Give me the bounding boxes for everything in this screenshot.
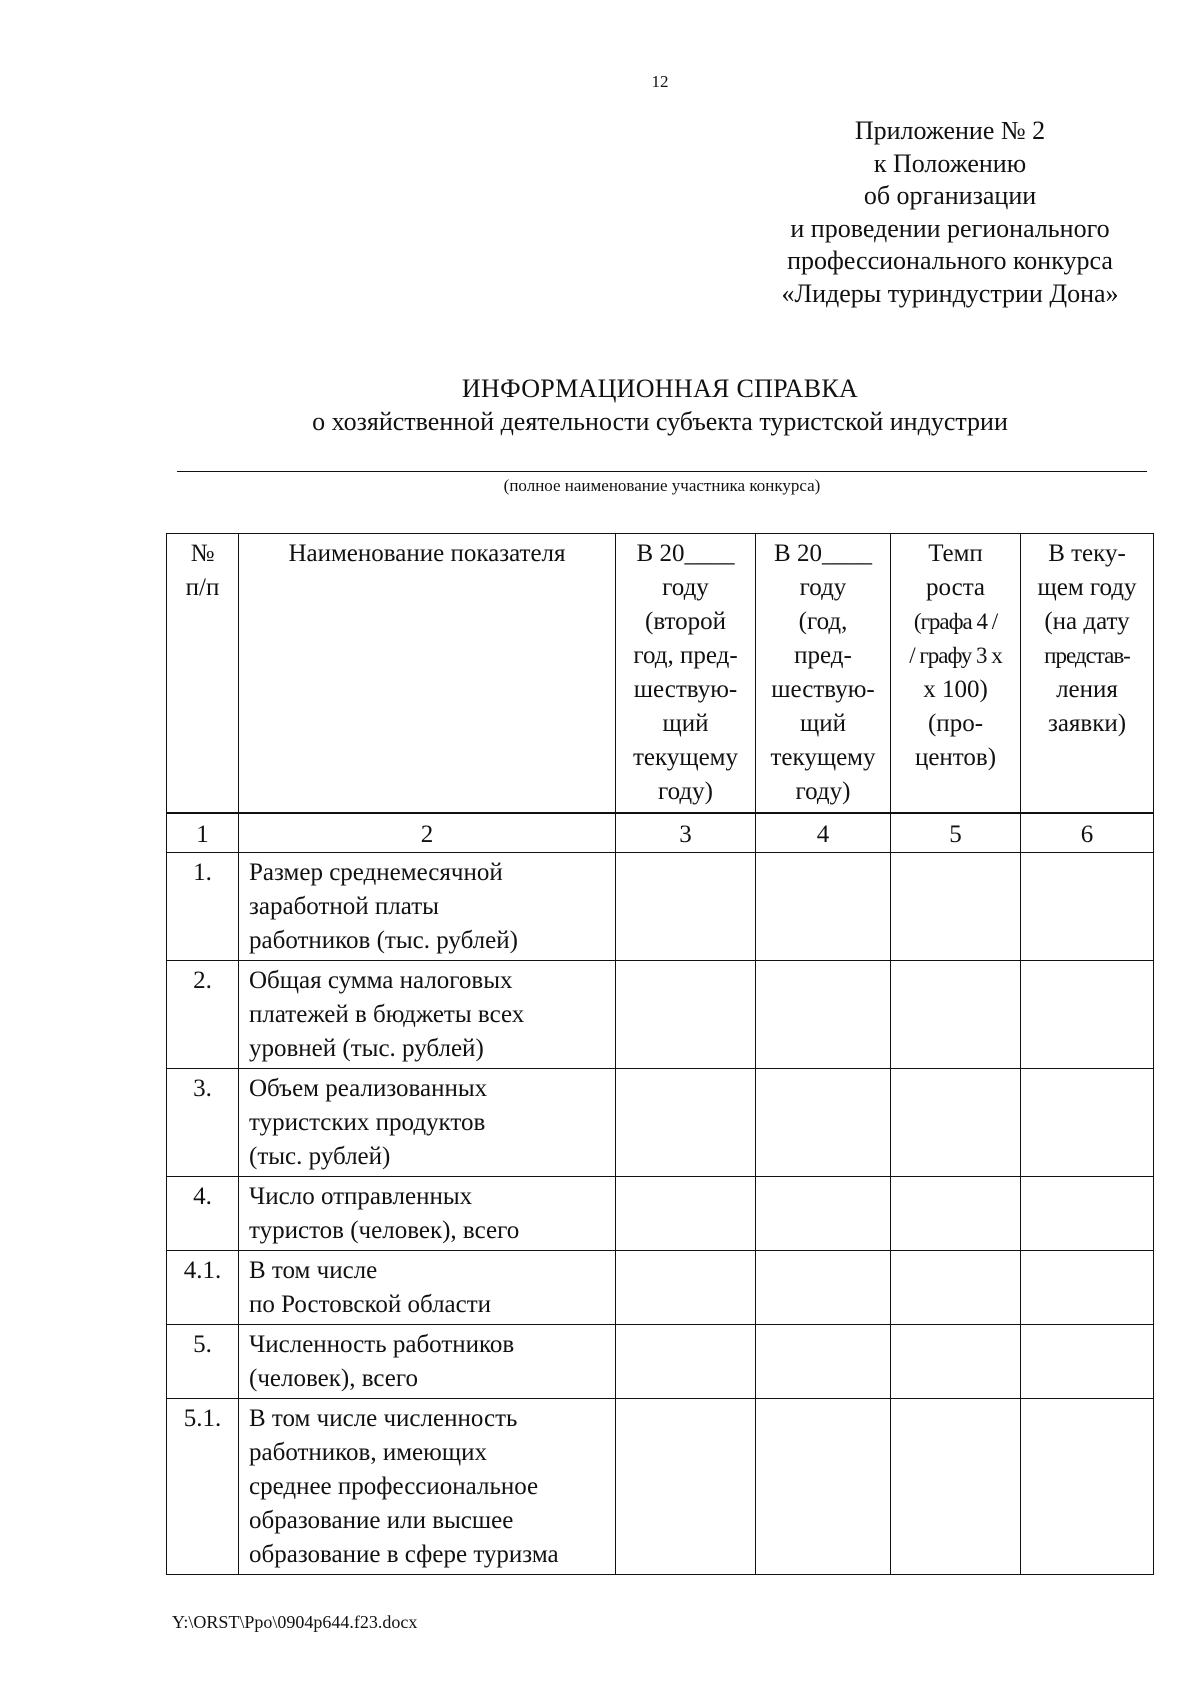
value-cell[interactable]: [891, 1177, 1021, 1251]
row-label: Размер среднемесячной заработной платы работников (тыс. рублей): [239, 853, 616, 961]
table-row: [167, 853, 1154, 961]
value-cell[interactable]: [616, 1069, 756, 1177]
value-cell[interactable]: [616, 961, 756, 1069]
header-current-year: В теку- щем году (на дату представ- ления заявки): [1021, 534, 1154, 814]
value-cell[interactable]: [1021, 1251, 1154, 1325]
row-label: В том числе численность работников, имеющих среднее профессиональное образование или высшее образование в сфере туризма: [239, 1399, 616, 1575]
column-number: 6: [1021, 813, 1154, 853]
value-cell[interactable]: [1021, 853, 1154, 961]
value-cell[interactable]: [1021, 961, 1154, 1069]
value-cell[interactable]: [1021, 1399, 1154, 1575]
appendix-line: «Лидеры туриндустрии Дона»: [781, 278, 1119, 308]
document-subtitle: о хозяйственной деятельности субъекта туристской индустрии: [312, 407, 1008, 436]
row-label: Численность работников (человек), всего: [239, 1325, 616, 1399]
table-row: [167, 1251, 1154, 1325]
document-title: ИНФОРМАЦИОННАЯ СПРАВКА: [461, 374, 859, 403]
column-number: 5: [891, 813, 1021, 853]
value-cell[interactable]: [891, 1251, 1021, 1325]
file-path-footer: Y:\ORST\Ppo\0904p644.f23.docx: [172, 1612, 418, 1632]
table-row: [167, 1399, 1154, 1575]
value-cell[interactable]: [616, 1325, 756, 1399]
value-cell[interactable]: [756, 1177, 891, 1251]
row-number: 5.: [167, 1325, 239, 1399]
page-number: 12: [651, 72, 669, 91]
value-cell[interactable]: [891, 853, 1021, 961]
value-cell[interactable]: [616, 1399, 756, 1575]
row-label: Общая сумма налоговых платежей в бюджеты всех уровней (тыс. рублей): [239, 961, 616, 1069]
row-number: 2.: [167, 961, 239, 1069]
value-cell[interactable]: [616, 1251, 756, 1325]
column-number: 2: [239, 813, 616, 853]
row-number: 1.: [167, 853, 239, 961]
table-row: [167, 1177, 1154, 1251]
column-numbers-row: [167, 813, 1154, 853]
column-number: 1: [167, 813, 239, 853]
header-indicator-name: Наименование показателя: [239, 534, 616, 814]
appendix-line: к Положению: [873, 148, 1027, 178]
row-label: В том числе по Ростовской области: [239, 1251, 616, 1325]
value-cell[interactable]: [891, 1069, 1021, 1177]
table-header-row: [167, 534, 1154, 814]
column-number: 3: [616, 813, 756, 853]
appendix-line: и проведении регионального: [790, 213, 1110, 243]
value-cell[interactable]: [756, 1325, 891, 1399]
value-cell[interactable]: [1021, 1177, 1154, 1251]
value-cell[interactable]: [891, 961, 1021, 1069]
header-growth-rate: Темп роста (графа 4 / / графу 3 x x 100) (про- центов): [891, 534, 1021, 814]
appendix-line: об организации: [863, 181, 1037, 210]
value-cell[interactable]: [616, 1177, 756, 1251]
table-row: [167, 1325, 1154, 1399]
value-cell[interactable]: [1021, 1325, 1154, 1399]
row-number: 3.: [167, 1069, 239, 1177]
header-previous-year: В 20____ году (год, пред- шествую- щий текущему году): [756, 534, 891, 814]
row-label: Объем реализованных туристских продуктов (тыс. рублей): [239, 1069, 616, 1177]
value-cell[interactable]: [756, 1251, 891, 1325]
table-row: [167, 961, 1154, 1069]
value-cell[interactable]: [756, 961, 891, 1069]
value-cell[interactable]: [756, 1399, 891, 1575]
appendix-line: Приложение № 2: [854, 116, 1046, 145]
participant-name-caption: (полное наименование участника конкурса): [503, 476, 821, 495]
value-cell[interactable]: [891, 1325, 1021, 1399]
column-number: 4: [756, 813, 891, 853]
appendix-line: профессионального конкурса: [787, 246, 1113, 275]
row-number: 5.1.: [167, 1399, 239, 1575]
participant-name-line: [177, 471, 1147, 472]
value-cell[interactable]: [1021, 1069, 1154, 1177]
value-cell[interactable]: [891, 1399, 1021, 1575]
table-row: [167, 1069, 1154, 1177]
appendix-block: [730, 115, 1170, 310]
value-cell[interactable]: [756, 853, 891, 961]
indicators-table: [166, 533, 1154, 1575]
row-number: 4.: [167, 1177, 239, 1251]
value-cell[interactable]: [616, 853, 756, 961]
value-cell[interactable]: [756, 1069, 891, 1177]
header-second-previous-year: В 20____ году (второй год, пред- шествую- щий текущему году): [616, 534, 756, 814]
row-number: 4.1.: [167, 1251, 239, 1325]
row-label: Число отправленных туристов (человек), всего: [239, 1177, 616, 1251]
header-number: № п/п: [167, 534, 239, 814]
